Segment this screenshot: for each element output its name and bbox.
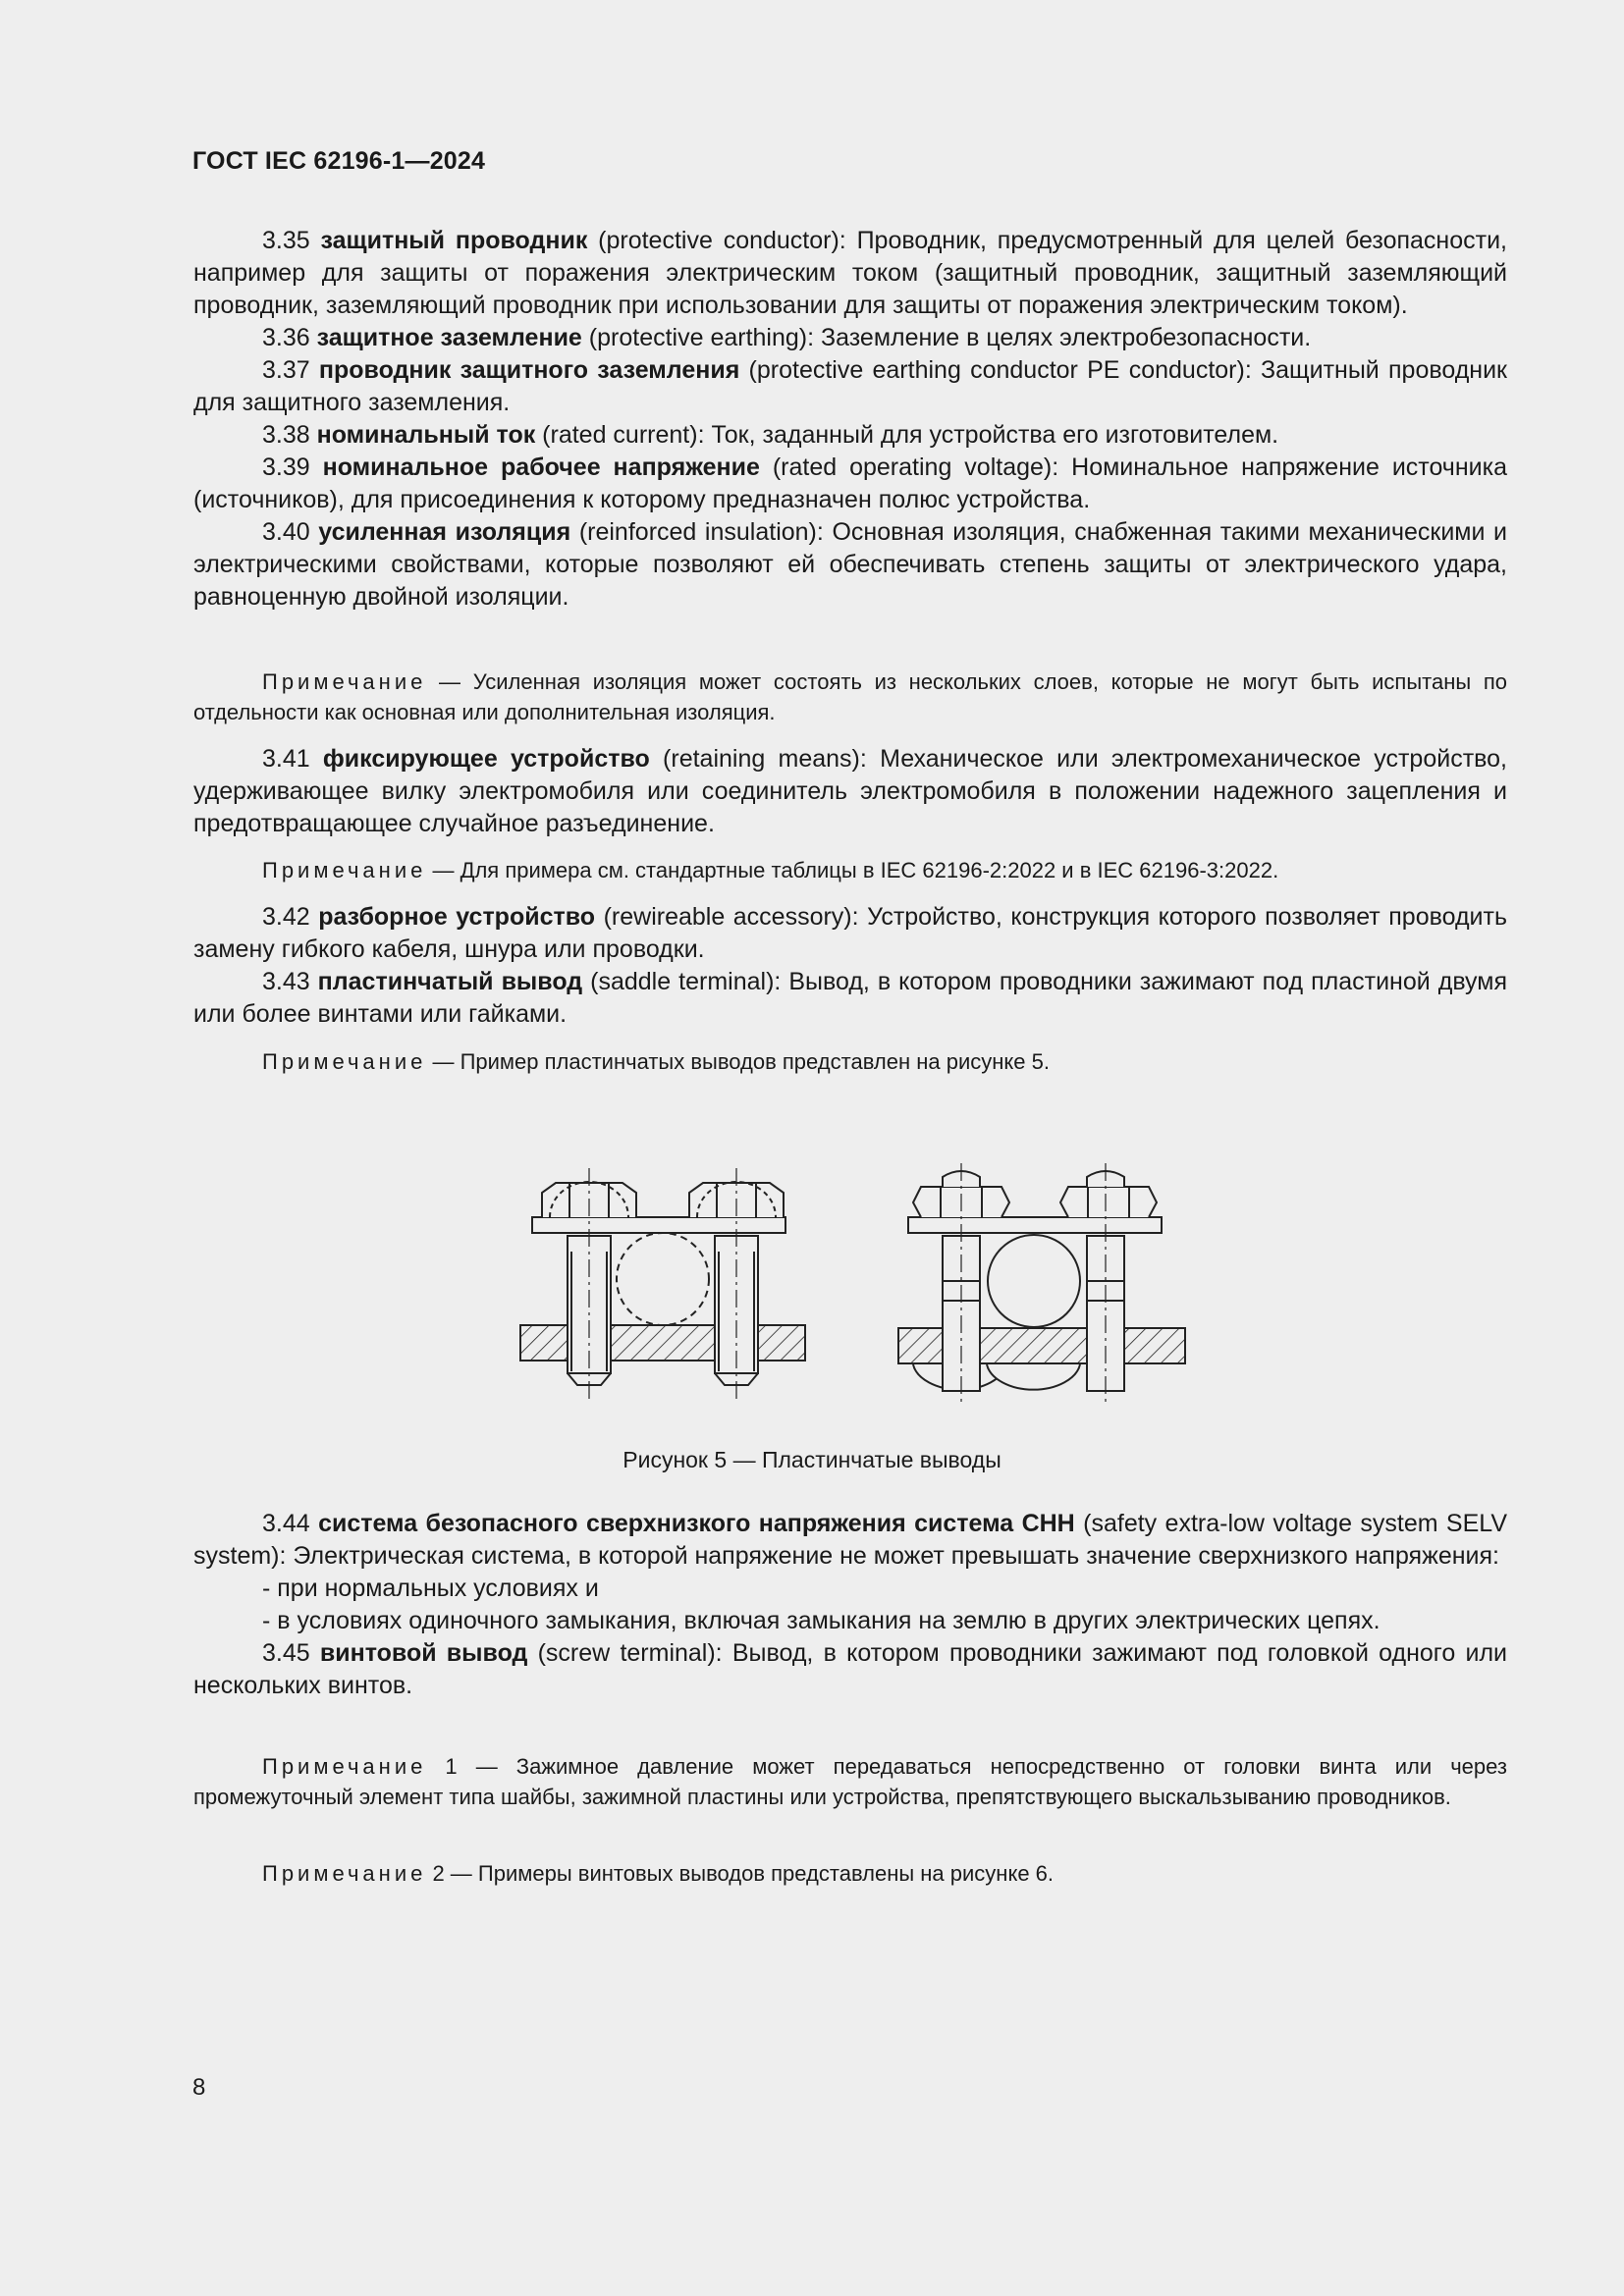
list-item: - при нормальных условиях и bbox=[262, 1575, 599, 1602]
figure-caption: Рисунок 5 — Пластинчатые выводы bbox=[623, 1447, 1001, 1472]
definition-3-43: 3.43 пластинчатый вывод (saddle terminal): Вывод, в котором проводники зажимают под пластиной двумя или более винтами или гайками. bbox=[193, 968, 1507, 1028]
note-text: — Пример пластинчатых выводов представлен на рисунке 5. bbox=[426, 1049, 1050, 1074]
definition-3-35: 3.35 защитный проводник (protective conductor): Проводник, предусмотренный для целей безопасности, например для защиты от поражения электрическим током (защитный проводник, защитный заземляющий проводник, заземляющий проводник при использовании для защиты от поражения электрическим током). bbox=[193, 227, 1507, 319]
definition-3-40: 3.40 усиленная изоляция (reinforced insulation): Основная изоляция, снабженная такими механическими и электрическими свойствами, которые позволяют ей обеспечивать степень защиты от электрического удара, равноценную двойной изоляции. bbox=[193, 518, 1508, 611]
definition-3-37: 3.37 проводник защитного заземления (protective earthing conductor PE conductor): Защитный проводник для защитного заземления. bbox=[193, 356, 1507, 416]
note-5 bbox=[193, 1858, 1507, 1889]
note-text: 1 — Зажимное давление может передаваться непосредственно от головки винта или через промежуточный элемент типа шайбы, зажимной пластины или устройства, препятствующего выскальзыванию проводников. bbox=[193, 1754, 1507, 1809]
definition-3-44: 3.44 система безопасного сверхнизкого напряжения система СНН (safety extra-low voltage system SELV system): Электрическая система, в которой напряжение не может превышать значение сверхнизкого напряжения: bbox=[193, 1510, 1508, 1570]
saddle-terminal-right-drawing bbox=[898, 1163, 1185, 1407]
definition-3-36: 3.36 защитное заземление (protective earthing): Заземление в целях электробезопасности. bbox=[262, 324, 1312, 351]
definition-3-41: 3.41 фиксирующее устройство (retaining means): Механическое или электромеханическое устройство, удерживающее вилку электромобиля или соединитель электромобиля в положении надежного зацепления и предотвращающее случайное разъединение. bbox=[193, 745, 1507, 837]
document-header: ГОСТ IEC 62196-1—2024 bbox=[192, 147, 486, 175]
definitions-block-1 bbox=[193, 225, 1507, 614]
note-text: — Для примера см. стандартные таблицы в IEC 62196-2:2022 и в IEC 62196-3:2022. bbox=[426, 858, 1279, 882]
definitions-block-2 bbox=[193, 743, 1507, 840]
note-3 bbox=[193, 1046, 1507, 1077]
note-label: Примечание bbox=[262, 1754, 427, 1779]
note-text: — Усиленная изоляция может состоять из нескольких слоев, которые не могут быть испытаны по отдельности как основная или дополнительная изоляция. bbox=[193, 669, 1507, 724]
definitions-block-4 bbox=[193, 1508, 1507, 1702]
note-1 bbox=[193, 667, 1507, 727]
list-item: - в условиях одиночного замыкания, включая замыкания на землю в других электрических цепях. bbox=[262, 1607, 1380, 1634]
note-label: Примечание bbox=[262, 669, 427, 694]
saddle-terminal-left-drawing bbox=[520, 1168, 805, 1404]
definition-3-39: 3.39 номинальное рабочее напряжение (rated operating voltage): Номинальное напряжение источника (источников), для присоединения к которому предназначен полюс устройства. bbox=[193, 454, 1507, 513]
definition-3-42: 3.42 разборное устройство (rewireable accessory): Устройство, конструкция которого позволяет проводить замену гибкого кабеля, шнура или проводки. bbox=[193, 903, 1507, 963]
note-4 bbox=[193, 1751, 1507, 1812]
definition-3-38: 3.38 номинальный ток (rated current): Ток, заданный для устройства его изготовителем. bbox=[262, 421, 1279, 449]
note-text: 2 — Примеры винтовых выводов представлены на рисунке 6. bbox=[426, 1861, 1055, 1886]
note-label: Примечание bbox=[262, 1861, 427, 1886]
note-label: Примечание bbox=[262, 858, 427, 882]
note-2 bbox=[193, 855, 1507, 885]
definition-3-45: 3.45 винтовой вывод (screw terminal): Вывод, в котором проводники зажимают под головкой одного или нескольких винтов. bbox=[193, 1639, 1508, 1699]
figure-saddle-terminals bbox=[511, 1163, 1198, 1418]
note-label: Примечание bbox=[262, 1049, 427, 1074]
page-number: 8 bbox=[192, 2074, 206, 2101]
definitions-block-3 bbox=[193, 901, 1507, 1031]
